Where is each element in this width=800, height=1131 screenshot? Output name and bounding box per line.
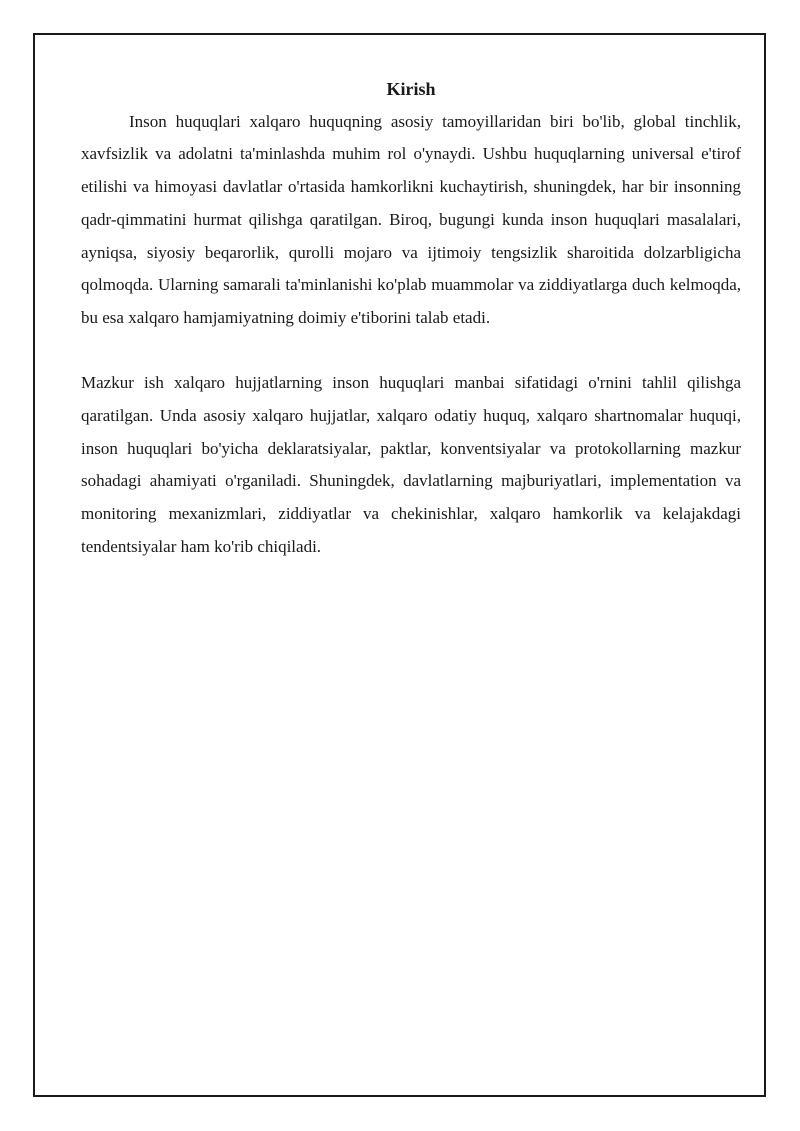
paragraph-gap	[81, 335, 741, 368]
document-body	[81, 33, 741, 564]
paragraph-intro: Inson huquqlari xalqaro huquqning asosiy tamoyillaridan biri bo'lib, global tinchlik, xavfsizlik va adolatni ta'minlashda muhim rol o'ynaydi. Ushbu huquqlarning universal e'tirof etilishi va himoyasi davlatlar o'rtasida hamkorlikni kuchaytirish, shuningdek, har bir insonning qadr-qimmatini hurmat qilishga qaratilgan. Biroq, bugungi kunda inson huquqlari masalalari, ayniqsa, siyosiy beqarorlik, qurolli mojaro va ijtimoiy tengsizlik sharoitida dolzarbligicha qolmoqda. Ularning samarali ta'minlanishi ko'plab muammolar va ziddiyatlarga duch kelmoqda, bu esa xalqaro hamjamiyatning doimiy e'tiborini talab etadi.	[81, 111, 741, 327]
document-title: Kirish	[386, 79, 436, 99]
paragraph-scope: Mazkur ish xalqaro hujjatlarning inson huquqlari manbai sifatidagi o'rnini tahlil qilishga qaratilgan. Unda asosiy xalqaro hujjatlar, xalqaro odatiy huquq, xalqaro shartnomalar huquqi, inson huquqlari bo'yicha deklaratsiyalar, paktlar, konventsiyalar va protokollarning mazkur sohadagi ahamiyati o'rganiladi. Shuningdek, davlatlarning majburiyatlari, implementation va monitoring mexanizmlari, ziddiyatlar va chekinishlar, xalqaro hamkorlik va kelajakdagi tendentsiyalar ham ko'rib chiqiladi.	[81, 373, 741, 556]
